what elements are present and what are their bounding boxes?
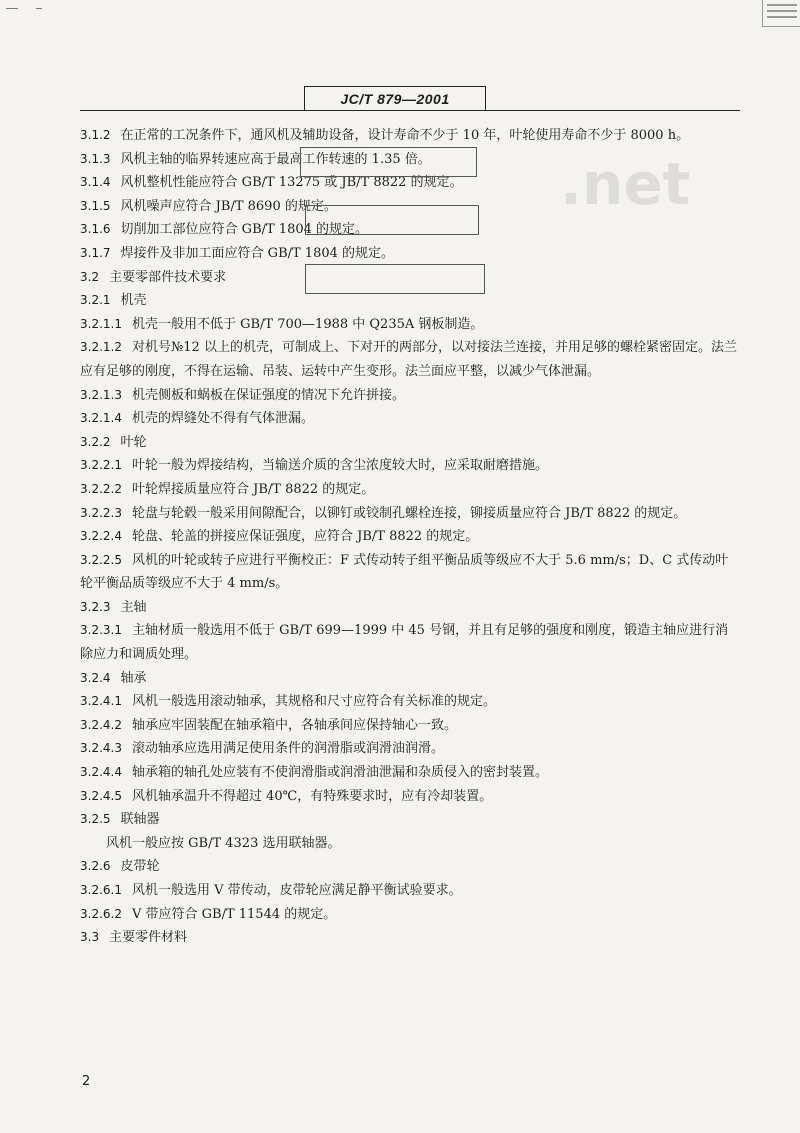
clause-number: 3.2.3 [80, 599, 111, 614]
clause-number: 3.2.4.2 [80, 717, 122, 732]
clause-text: 焊接件及非加工面应符合 GB/T 1804 的规定。 [120, 245, 395, 261]
clause-paragraph [80, 478, 740, 502]
clause-number: 3.2.6 [80, 859, 111, 874]
clause-number: 3.2.1.2 [80, 340, 122, 355]
clause-paragraph [80, 808, 740, 832]
clause-number: 3.2.3.1 [80, 623, 122, 638]
clause-text: 联轴器 [120, 812, 160, 828]
clause-text: 机壳的焊缝处不得有气体泄漏。 [131, 411, 314, 427]
clause-paragraph [80, 124, 740, 148]
clause-paragraph [80, 502, 740, 526]
clause-number: 3.3 [80, 930, 100, 945]
clause-paragraph [80, 832, 740, 856]
clause-number: 3.2.1 [80, 293, 111, 308]
clause-text: 叶轮一般为焊接结构，当输送介质的含尘浓度较大时，应采取耐磨措施。 [131, 458, 548, 474]
clause-text: 机壳一般用不低于 GB/T 700—1988 中 Q235A 钢板制造。 [131, 316, 484, 332]
clause-paragraph [80, 596, 740, 620]
clause-text: 叶轮焊接质量应符合 JB/T 8822 的规定。 [131, 481, 375, 497]
clause-text: 轴承箱的轴孔处应装有不使润滑脂或润滑油泄漏和杂质侵入的密封装置。 [131, 765, 548, 781]
clause-text: 叶轮 [120, 434, 147, 450]
clause-text: 风机整机性能应符合 GB/T 13275 或 JB/T 8822 的规定。 [120, 175, 463, 191]
clause-text: 主轴材质一般选用不低于 GB/T 699—1999 中 45 号钢，并且有足够的强度和刚度，锻造主轴应进行消除应力和调质处理。 [80, 623, 729, 663]
clause-number: 3.1.5 [80, 198, 111, 213]
clause-text: 风机一般选用 V 带传动，皮带轮应满足静平衡试验要求。 [131, 883, 462, 898]
clause-number: 3.2.1.3 [80, 387, 122, 402]
clause-paragraph [80, 690, 740, 714]
clause-text: 主要零部件技术要求 [109, 269, 227, 285]
clause-text: 在正常的工况条件下，通风机及辅助设备，设计寿命不少于 10 年，叶轮使用寿命不少于 8000 h。 [120, 128, 690, 143]
page-number: 2 [82, 1074, 91, 1089]
clause-number: 3.2.2 [80, 434, 111, 449]
clause-paragraph [80, 855, 740, 879]
clause-text: 风机一般应按 GB/T 4323 选用联轴器。 [106, 835, 341, 851]
clause-number: 3.2.5 [80, 812, 111, 827]
clause-text: 风机噪声应符合 JB/T 8690 的规定。 [120, 198, 337, 214]
clause-number: 3.2.4.3 [80, 741, 122, 756]
header-rule [80, 110, 740, 111]
clause-number: 3.2.2.1 [80, 458, 122, 473]
clause-number: 3.2.1.4 [80, 411, 122, 426]
clause-text: 主要零件材料 [109, 930, 188, 946]
clause-number: 3.2 [80, 269, 100, 284]
clause-paragraph [80, 384, 740, 408]
clause-text: V 带应符合 GB/T 11544 的规定。 [131, 906, 337, 922]
selection-box [305, 205, 479, 235]
clause-number: 3.1.3 [80, 151, 111, 166]
clause-paragraph [80, 407, 740, 431]
watermark: .net [560, 150, 691, 218]
clause-text: 机壳侧板和蜗板在保证强度的情况下允许拼接。 [131, 387, 405, 403]
clause-text: 轮盘与轮毂一般采用间隙配合，以铆钉或铰制孔螺栓连接，铆接质量应符合 JB/T 8822 的规定。 [131, 505, 687, 521]
clause-text: 风机轴承温升不得超过 40℃，有特殊要求时，应有冷却装置。 [131, 788, 493, 804]
scan-corner-mark [36, 8, 42, 9]
clause-number: 3.1.2 [80, 128, 111, 142]
standard-code: JC/T 879—2001 [304, 86, 486, 111]
scan-edge-mark [762, 0, 800, 27]
clause-number: 3.1.4 [80, 175, 111, 190]
clause-paragraph [80, 903, 740, 927]
clause-text: 风机的叶轮或转子应进行平衡校正：F 式传动转子组平衡品质等级应不大于 5.6 mm/s；D、C 式传动叶轮平衡品质等级应不大于 4 mm/s。 [80, 552, 729, 592]
clause-paragraph [80, 619, 740, 666]
clause-number: 3.1.7 [80, 245, 111, 260]
clause-text: 轴承应牢固装配在轴承箱中，各轴承间应保持轴心一致。 [131, 717, 457, 733]
clause-number: 3.2.2.4 [80, 529, 122, 544]
clause-number: 3.2.4.4 [80, 765, 122, 780]
selection-box [305, 264, 485, 294]
clause-number: 3.2.4 [80, 670, 111, 685]
clause-text: 风机一般选用滚动轴承，其规格和尺寸应符合有关标准的规定。 [131, 694, 496, 710]
clause-text: 轴承 [120, 670, 147, 686]
clause-number: 3.2.6.1 [80, 883, 122, 897]
clause-paragraph [80, 785, 740, 809]
selection-box [300, 147, 477, 177]
clause-paragraph [80, 926, 740, 950]
clause-number: 3.2.6.2 [80, 906, 122, 921]
clause-text: 轮盘、轮盖的拼接应保证强度，应符合 JB/T 8822 的规定。 [131, 529, 479, 545]
scan-corner-mark [6, 8, 18, 9]
clause-number: 3.2.4.1 [80, 694, 122, 709]
clause-paragraph [80, 454, 740, 478]
clause-text: 滚动轴承应选用满足使用条件的润滑脂或润滑油润滑。 [131, 741, 444, 757]
clause-paragraph [80, 525, 740, 549]
clause-text: 皮带轮 [120, 859, 160, 875]
clause-number: 3.2.2.3 [80, 505, 122, 520]
clause-paragraph [80, 667, 740, 691]
clause-text: 主轴 [120, 599, 147, 615]
clause-paragraph [80, 242, 740, 266]
clause-paragraph [80, 549, 740, 596]
clause-paragraph [80, 313, 740, 337]
clause-number: 3.2.1.1 [80, 316, 122, 331]
clause-text: 对机号№12 以上的机壳，可制成上、下对开的两部分，以对接法兰连接，并用足够的螺栓紧密固定。法兰应有足够的刚度，不得在运输、吊装、运转中产生变形。法兰面应平整，以减少气体泄漏。 [80, 340, 737, 379]
clause-paragraph [80, 737, 740, 761]
clause-text: 机壳 [120, 293, 147, 309]
clause-paragraph [80, 431, 740, 455]
clause-paragraph [80, 714, 740, 738]
clause-text: 切削加工部位应符合 GB/T 1804 的规定。 [120, 222, 369, 238]
clause-paragraph [80, 761, 740, 785]
document-body [80, 124, 740, 950]
clause-number: 3.2.4.5 [80, 788, 122, 803]
clause-paragraph [80, 879, 740, 903]
clause-number: 3.2.2.2 [80, 481, 122, 496]
clause-number: 3.2.2.5 [80, 552, 122, 567]
clause-paragraph [80, 336, 740, 383]
clause-text: 风机主轴的临界转速应高于最高工作转速的 1.35 倍。 [120, 151, 431, 167]
clause-number: 3.1.6 [80, 222, 111, 237]
